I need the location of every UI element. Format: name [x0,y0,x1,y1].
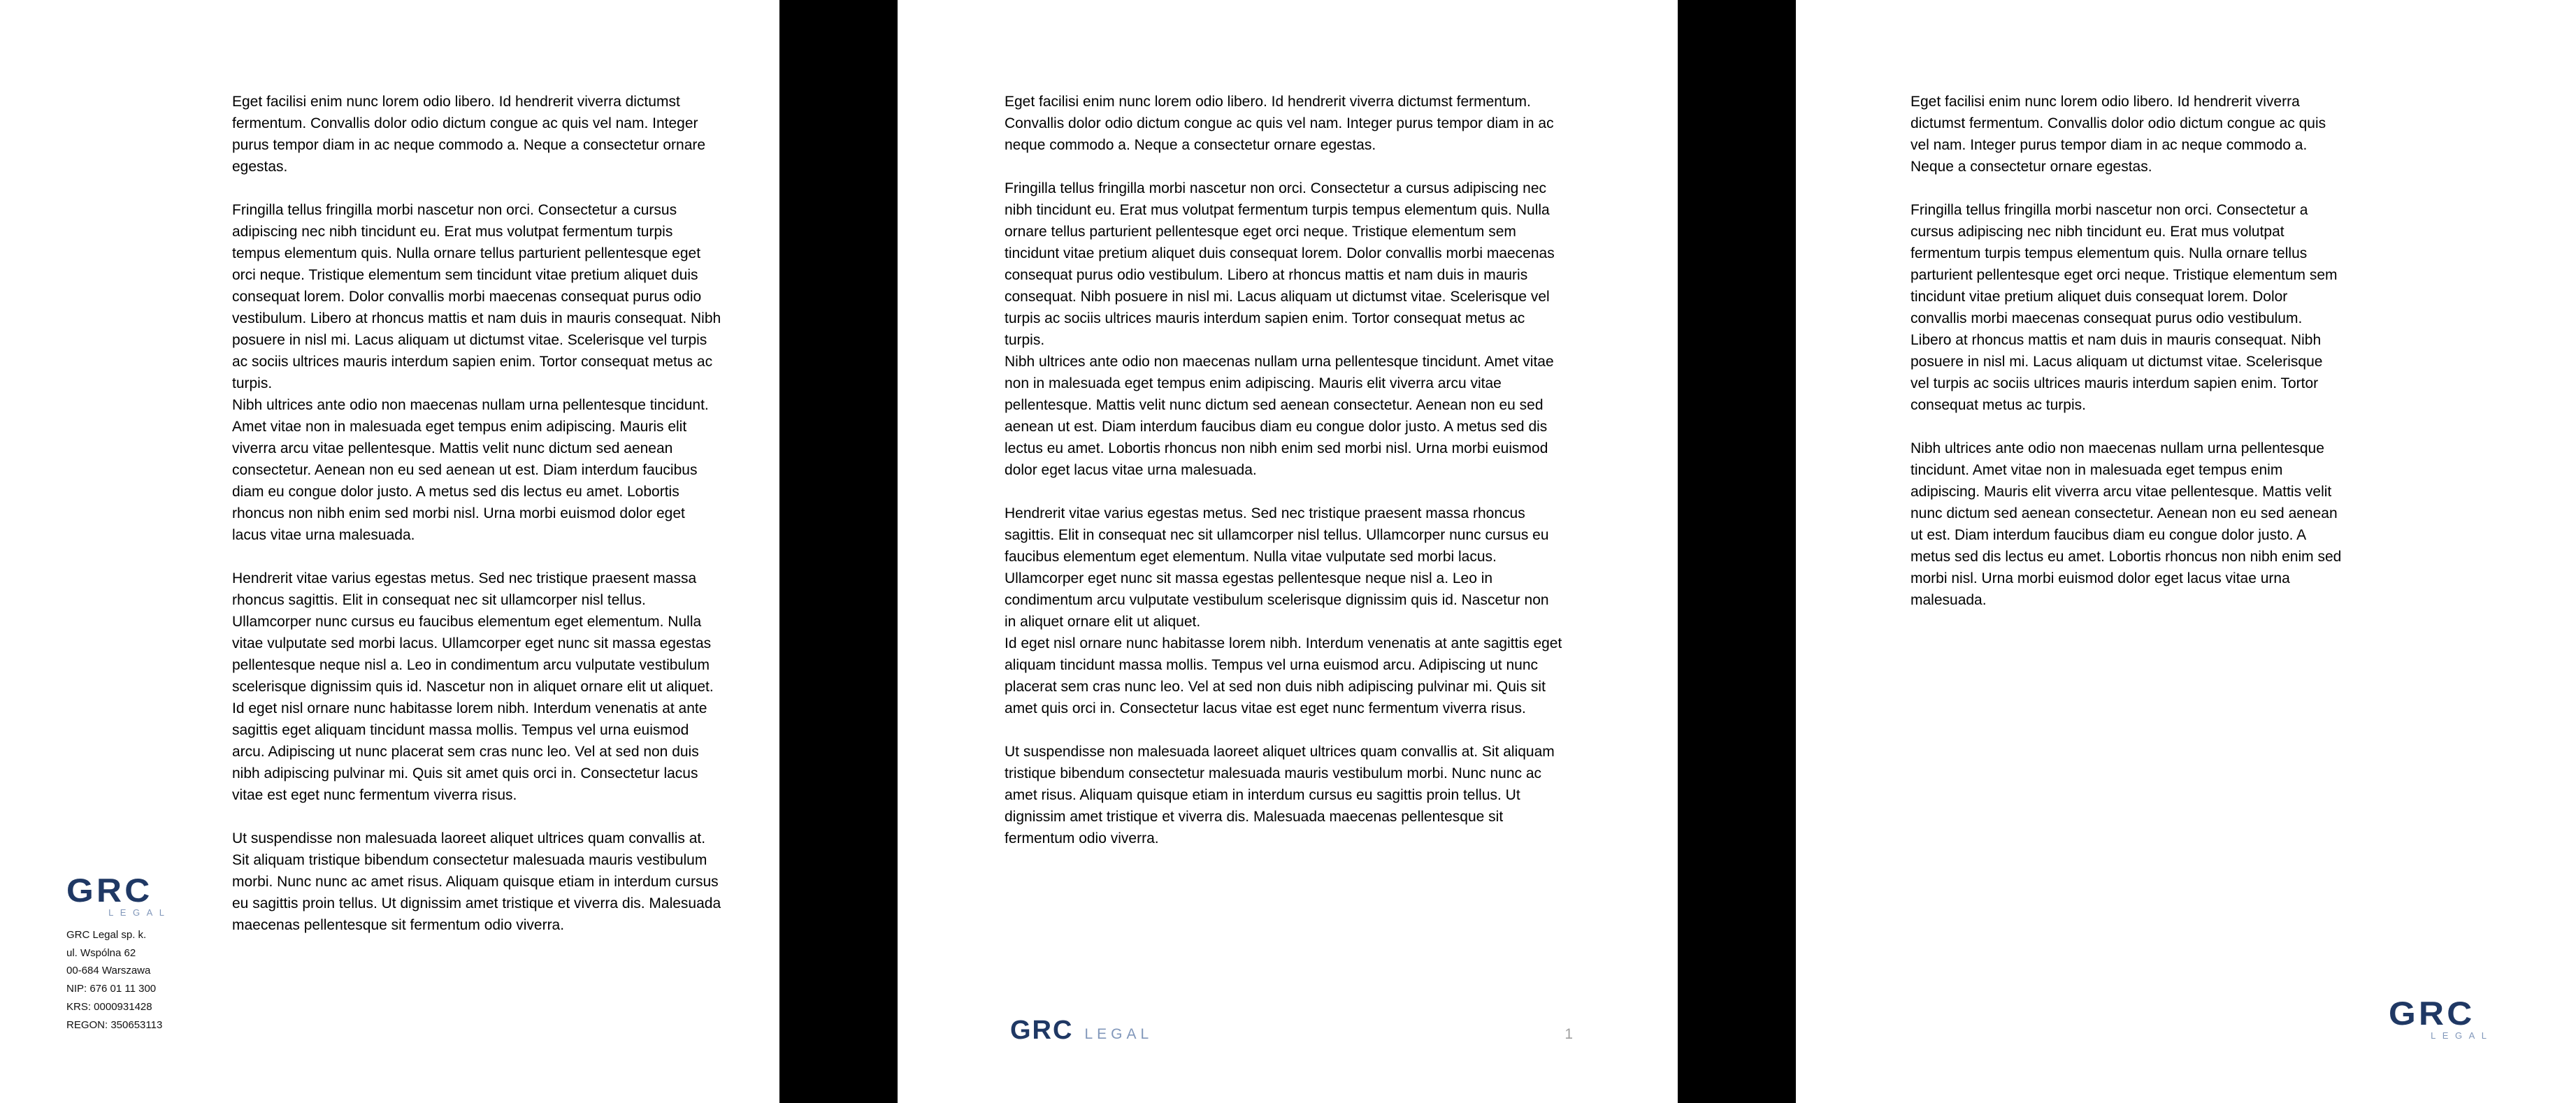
paragraph-text: Hendrerit vitae varius egestas metus. Sed nec tristique praesent massa rhoncus sagittis. Elit in consequat nec sit ullamcorper nisl tellus. Ullamcorper nunc cursus eu faucibus elementum eget elementum. Nulla vitae vulputate sed morbi lacus. Ullamcorper eget nunc sit massa egestas pellentesque neque nisl a. Leo in condimentum arcu vulputate vestibulum scelerisque dignissim quis id. Nascetur non in aliquet ornare elit ut aliquet. [232,570,714,695]
page-1 [0,0,779,1103]
page-2-text-column [1005,91,1564,871]
grc-logo-page-3 [2389,995,2494,1041]
body-paragraph [1005,178,1564,481]
grc-legal-subtext: LEGAL [108,907,171,918]
body-paragraph [1005,741,1564,849]
paragraph-text: Eget facilisi enim nunc lorem odio libero. Id hendrerit viverra dictumst fermentum. Convallis dolor odio dictum congue ac quis vel nam. Integer purus tempor diam in ac neque commodo a. Neque a consectetur ornare egestas. [1005,94,1554,153]
paragraph-text: Id eget nisl ornare nunc habitasse lorem nibh. Interdum venenatis at ante sagittis eget aliquam tincidunt massa mollis. Tempus vel urna euismod arcu. Adipiscing ut nunc placerat sem cras nunc leo. Vel at sed non duis nibh adipiscing pulvinar mi. Quis sit amet quis orci in. Consectetur lacus vitae est eget nunc fermentum viverra risus. [232,700,707,803]
page-number: 1 [1564,1026,1573,1042]
page-gap-1 [779,0,898,1103]
company-info [66,926,162,1034]
page-3 [1796,0,2576,1103]
paragraph-text: Hendrerit vitae varius egestas metus. Sed nec tristique praesent massa rhoncus sagittis. Elit in consequat nec sit ullamcorper nisl tellus. Ullamcorper nunc cursus eu faucibus elementum eget elementum. Nulla vitae vulputate sed morbi lacus. Ullamcorper eget nunc sit massa egestas pellentesque neque nisl a. Leo in condimentum arcu vulputate vestibulum scelerisque dignissim quis id. Nascetur non in aliquet ornare elit ut aliquet. [1005,505,1549,630]
paragraph-text: Nibh ultrices ante odio non maecenas nullam urna pellentesque tincidunt. Amet vitae non in malesuada eget tempus enim adipiscing. Mauris elit viverra arcu vitae pellentesque. Mattis velit nunc dictum sed aenean consectetur. Aenean non eu sed aenean ut est. Diam interdum faucibus diam eu congue dolor justo. A metus sed dis lectus eu amet. Lobortis rhoncus non nibh enim sed morbi nisl. Urna morbi euismod dolor eget lacus vitae urna malesuada. [1005,354,1554,478]
grc-logo-page-1 [66,872,171,918]
company-info-line: NIP: 676 01 11 300 [66,983,157,995]
paragraph-text: Fringilla tellus fringilla morbi nascetur non orci. Consectetur a cursus adipiscing nec nibh tincidunt eu. Erat mus volutpat fermentum turpis tempus elementum quis. Nulla ornare tellus parturient pellentesque eget orci neque. Tristique elementum sem tincidunt vitae pretium aliquet duis consequat lorem. Dolor convallis morbi maecenas consequat purus odio vestibulum. Libero at rhoncus mattis et nam duis in mauris consequat. Nibh posuere in nisl mi. Lacus aliquam ut dictumst vitae. Scelerisque vel turpis ac sociis ultrices mauris interdum sapien enim. Tortor consequat metus ac turpis. [232,202,721,391]
company-info-line: 00-684 Warszawa [66,965,151,977]
paragraph-text: Id eget nisl ornare nunc habitasse lorem nibh. Interdum venenatis at ante sagittis eget aliquam tincidunt massa mollis. Tempus vel urna euismod arcu. Adipiscing ut nunc placerat sem cras nunc leo. Vel at sed non duis nibh adipiscing pulvinar mi. Quis sit amet quis orci in. Consectetur lacus vitae est eget nunc fermentum viverra risus. [1005,635,1562,716]
company-info-line: REGON: 350653113 [66,1018,163,1031]
grc-legal-subtext: LEGAL [2431,1030,2494,1041]
body-paragraph [232,91,721,178]
paragraph-text: Nibh ultrices ante odio non maecenas nullam urna pellentesque tincidunt. Amet vitae non in malesuada eget tempus enim adipiscing. Mauris elit viverra arcu vitae pellentesque. Mattis velit nunc dictum sed aenean consectetur. Aenean non eu sed aenean ut est. Diam interdum faucibus diam eu congue dolor justo. A metus sed dis lectus eu amet. Lobortis rhoncus non nibh enim sed morbi nisl. Urna morbi euismod dolor eget lacus vitae urna malesuada. [232,397,709,543]
paragraph-text: Nibh ultrices ante odio non maecenas nullam urna pellentesque tincidunt. Amet vitae non in malesuada eget tempus enim adipiscing. Mauris elit viverra arcu vitae pellentesque. Mattis velit nunc dictum sed aenean consectetur. Aenean non eu sed aenean ut est. Diam interdum faucibus diam eu congue dolor justo. A metus sed dis lectus eu amet. Lobortis rhoncus non nibh enim sed morbi nisl. Urna morbi euismod dolor eget lacus vitae urna malesuada. [1911,440,2342,608]
grc-legal-subtext: LEGAL [1084,1026,1153,1042]
paragraph-text: Fringilla tellus fringilla morbi nascetur non orci. Consectetur a cursus adipiscing nec nibh tincidunt eu. Erat mus volutpat fermentum turpis tempus elementum quis. Nulla ornare tellus parturient pellentesque eget orci neque. Tristique elementum sem tincidunt vitae pretium aliquet duis consequat lorem. Dolor convallis morbi maecenas consequat purus odio vestibulum. Libero at rhoncus mattis et nam duis in mauris consequat. Nibh posuere in nisl mi. Lacus aliquam ut dictumst vitae. Scelerisque vel turpis ac sociis ultrices mauris interdum sapien enim. Tortor consequat metus ac turpis. [1005,180,1555,348]
page-2 [898,0,1678,1103]
company-info-line: ul. Wspólna 62 [66,946,136,959]
company-info-line: GRC Legal sp. k. [66,929,147,941]
grc-wordmark: GRC [66,872,153,909]
body-paragraph [1911,91,2345,178]
body-paragraph [1005,503,1564,719]
paragraph-text: Eget facilisi enim nunc lorem odio libero. Id hendrerit viverra dictumst fermentum. Convallis dolor odio dictum congue ac quis vel nam. Integer purus tempor diam in ac neque commodo a. Neque a consectetur ornare egestas. [1911,94,2326,175]
company-info-line: KRS: 0000931428 [66,1000,152,1013]
body-paragraph [232,828,721,936]
page-1-text-column [232,91,721,958]
paragraph-text: Eget facilisi enim nunc lorem odio libero. Id hendrerit viverra dictumst fermentum. Convallis dolor odio dictum congue ac quis vel nam. Integer purus tempor diam in ac neque commodo a. Neque a consectetur ornare egestas. [232,94,706,175]
grc-wordmark: GRC [1010,1016,1074,1045]
page-2-footer [1010,1016,1573,1045]
paragraph-text: Ut suspendisse non malesuada laoreet aliquet ultrices quam convallis at. Sit aliquam tristique bibendum consectetur malesuada mauris vestibulum morbi. Nunc nunc ac amet risus. Aliquam quisque etiam in interdum cursus eu sagittis proin tellus. Ut dignissim amet tristique et viverra dis. Malesuada maecenas pellentesque sit fermentum odio viverra. [1005,744,1555,846]
body-paragraph [1911,199,2345,416]
body-paragraph [1005,91,1564,156]
body-paragraph [232,199,721,546]
page-gap-2 [1678,0,1796,1103]
paragraph-text: Ut suspendisse non malesuada laoreet aliquet ultrices quam convallis at. Sit aliquam tristique bibendum consectetur malesuada mauris vestibulum morbi. Nunc nunc ac amet risus. Aliquam quisque etiam in interdum cursus eu sagittis proin tellus. Ut dignissim amet tristique et viverra dis. Malesuada maecenas pellentesque sit fermentum odio viverra. [232,830,721,933]
page-3-text-column [1911,91,2345,633]
grc-wordmark: GRC [2389,995,2475,1032]
grc-legal-footer-logo [1010,1016,1153,1045]
paragraph-text: Fringilla tellus fringilla morbi nascetur non orci. Consectetur a cursus adipiscing nec nibh tincidunt eu. Erat mus volutpat fermentum turpis tempus elementum quis. Nulla ornare tellus parturient pellentesque eget orci neque. Tristique elementum sem tincidunt vitae pretium aliquet duis consequat lorem. Dolor convallis morbi maecenas consequat purus odio vestibulum. Libero at rhoncus mattis et nam duis in mauris consequat. Nibh posuere in nisl mi. Lacus aliquam ut dictumst vitae. Scelerisque vel turpis ac sociis ultrices mauris interdum sapien enim. Tortor consequat metus ac turpis. [1911,202,2338,413]
body-paragraph [232,568,721,806]
body-paragraph [1911,438,2345,611]
